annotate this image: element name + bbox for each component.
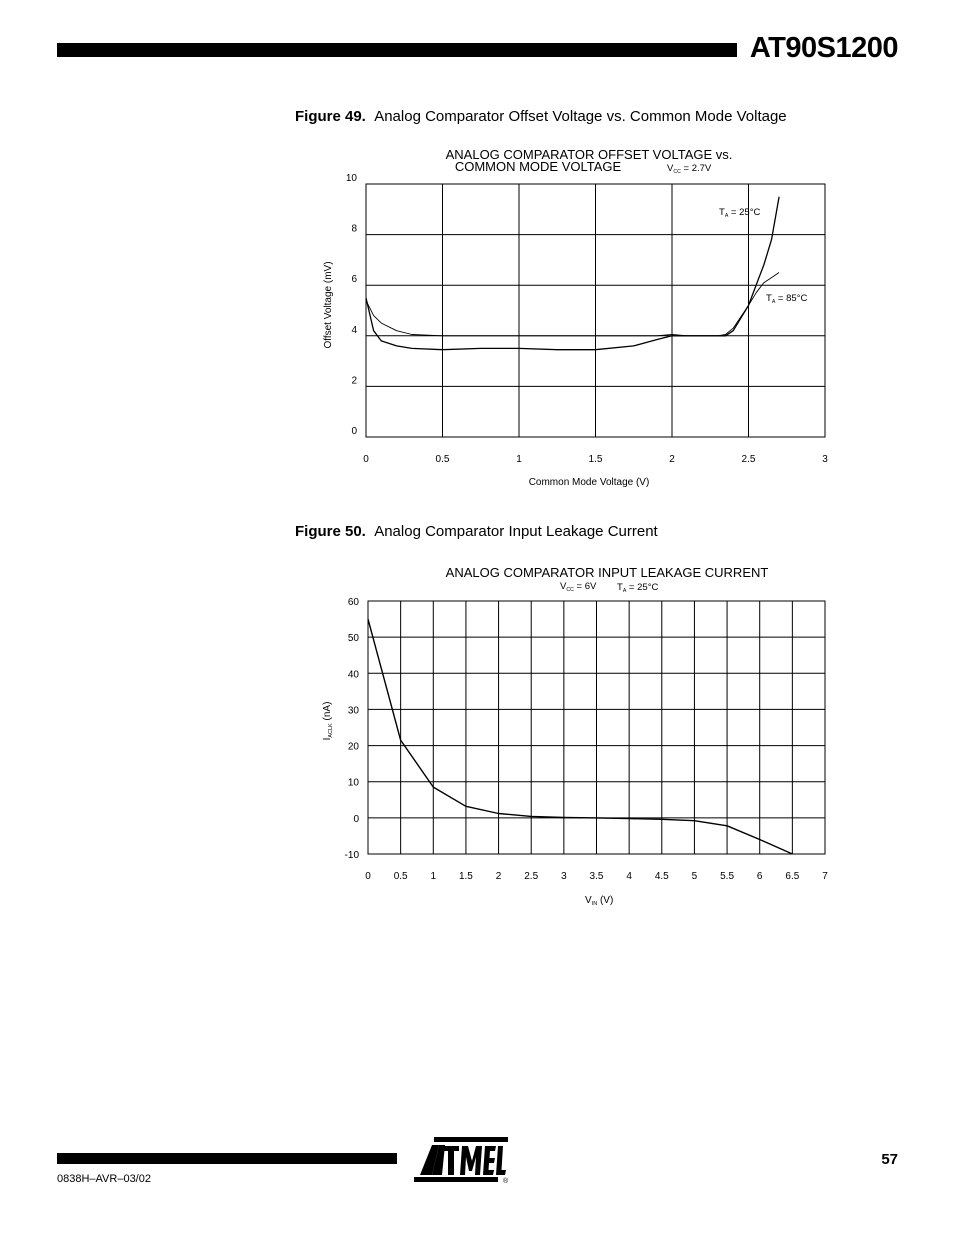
x-tick-label: 5.5 (720, 871, 735, 882)
x-tick-label: 1.5 (458, 871, 473, 882)
y-tick-label: 6 (351, 274, 357, 286)
x-tick-label: 6 (756, 871, 763, 882)
x-tick-label: 4 (626, 871, 632, 882)
y-tick-label: 20 (347, 741, 359, 753)
x-tick-label: 2 (495, 871, 502, 882)
x-tick-label: 0 (365, 871, 371, 882)
x-tick-label: 0.5 (393, 871, 408, 882)
x-tick-label: 5 (691, 871, 698, 882)
x-tick-label: 2.5 (741, 454, 756, 465)
x-tick-label: 3 (561, 871, 567, 882)
x-tick-label: 1 (516, 454, 522, 465)
figure-50-label: Figure 50. (295, 523, 366, 540)
series-line-1 (368, 619, 792, 854)
x-tick-label: 0.5 (435, 454, 450, 465)
x-tick-label: 0 (363, 454, 369, 465)
x-tick-label: 4.5 (654, 871, 669, 882)
y-tick-label: 10 (345, 173, 357, 184)
y-tick-label: 2 (351, 375, 357, 387)
y-tick-label: -10 (344, 850, 359, 861)
y-axis-label: Offset Voltage (mV) (323, 261, 334, 349)
y-tick-label: 8 (351, 223, 357, 235)
y-tick-label: 30 (347, 705, 359, 717)
y-tick-label: 0 (353, 813, 359, 825)
chart-title: ANALOG COMPARATOR OFFSET VOLTAGE vs. (445, 147, 733, 162)
ta-condition-label: $T_A = 25^\circ C$ (617, 582, 659, 594)
figure-50-caption-text: Analog Comparator Input Leakage Current (374, 523, 658, 540)
vcc-condition-label: $V_{CC} = 6V$ (560, 581, 597, 593)
y-tick-label: 0 (351, 426, 357, 437)
x-tick-label: 1 (430, 871, 437, 882)
figure-49-label: Figure 49. (295, 108, 366, 125)
x-axis-label: $V_{IN}$ (V) (585, 895, 614, 907)
chart-title: ANALOG COMPARATOR INPUT LEAKAGE CURRENT (445, 565, 769, 580)
document-title: AT90S1200 (749, 32, 898, 64)
y-tick-label: 50 (347, 633, 359, 645)
x-tick-label: 1.5 (588, 454, 603, 465)
x-tick-label: 2.5 (524, 871, 539, 882)
x-tick-label: 2 (669, 454, 675, 465)
x-tick-label: 7 (822, 871, 828, 882)
y-tick-label: 10 (347, 777, 359, 789)
y-tick-label: 4 (351, 324, 357, 336)
atmel-logo (412, 1135, 510, 1185)
vcc-condition-label: $V_{CC} = 2.7V$ (667, 163, 712, 175)
footer-rule (57, 1153, 397, 1164)
x-tick-label: 3.5 (589, 871, 604, 882)
x-tick-label: 3 (822, 454, 828, 465)
figure-49-caption-text: Analog Comparator Offset Voltage vs. Common Mode Voltage (374, 108, 787, 125)
x-tick-label: 6.5 (785, 871, 800, 882)
y-tick-label: 60 (347, 597, 359, 608)
series-label-85c: $T_A = 85^\circ C$ (766, 293, 808, 305)
y-tick-label: 40 (347, 669, 359, 681)
series-label-25c: $T_A = 25^\circ C$ (719, 207, 761, 219)
page-number: 57 (881, 1151, 898, 1168)
x-axis-label: Common Mode Voltage (V) (528, 477, 650, 488)
svg-text:®: ® (503, 1178, 509, 1185)
y-axis-label: $I_{ACLK}$ (nA) (322, 701, 334, 741)
chart-subtitle: COMMON MODE VOLTAGE (454, 159, 622, 174)
document-code: 0838H–AVR–03/02 (57, 1173, 151, 1185)
